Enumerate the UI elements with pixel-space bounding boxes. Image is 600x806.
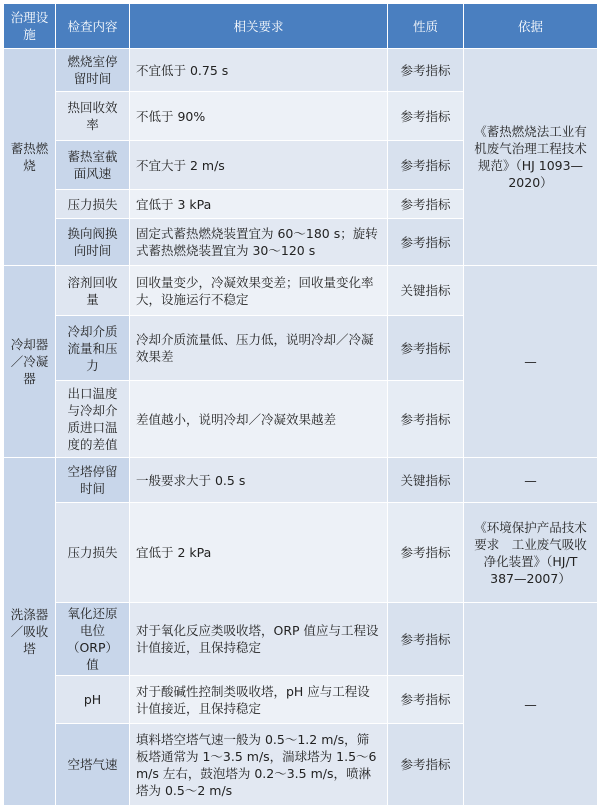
item-cell: pH xyxy=(56,676,130,724)
header-device: 治理设施 xyxy=(4,4,56,49)
header-row xyxy=(4,4,598,49)
header-basis: 依据 xyxy=(464,4,598,49)
basis-cell-condenser: — xyxy=(464,266,598,458)
item-cell: 溶剂回收量 xyxy=(56,266,130,316)
item-cell: 压力损失 xyxy=(56,190,130,219)
basis-cell-rto: 《蓄热燃烧法工业有机废气治理工程技术规范》（HJ 1093—2020） xyxy=(464,49,598,266)
table-row xyxy=(4,603,598,676)
item-cell: 冷却介质流量和压力 xyxy=(56,316,130,381)
table-row xyxy=(4,458,598,503)
item-cell: 压力损失 xyxy=(56,503,130,603)
requirement-cell: 回收量变少，冷凝效果变差；回收量变化率大，设施运行不稳定 xyxy=(130,266,388,316)
requirement-cell: 不宜大于 2 m/s xyxy=(130,141,388,190)
table-row xyxy=(4,49,598,92)
device-cell-condenser: 冷却器／冷凝器 xyxy=(4,266,56,458)
inspection-table xyxy=(3,3,598,806)
requirement-cell: 填料塔空塔气速一般为 0.5～1.2 m/s，筛板塔通常为 1～3.5 m/s，湍球塔为 1.5～6 m/s 左右，鼓泡塔为 0.2～3.5 m/s，喷淋塔为 0.5～2 m/s xyxy=(130,724,388,806)
device-cell-scrubber: 洗涤器／吸收塔 xyxy=(4,458,56,806)
requirement-cell: 冷却介质流量低、压力低，说明冷却／冷凝效果差 xyxy=(130,316,388,381)
requirement-cell: 宜低于 3 kPa xyxy=(130,190,388,219)
item-cell: 空塔气速 xyxy=(56,724,130,806)
nature-cell: 关键指标 xyxy=(388,266,464,316)
nature-cell: 参考指标 xyxy=(388,92,464,141)
basis-cell: — xyxy=(464,458,598,503)
requirement-cell: 不宜低于 0.75 s xyxy=(130,49,388,92)
requirement-cell: 对于氧化反应类吸收塔，ORP 值应与工程设计值接近，且保持稳定 xyxy=(130,603,388,676)
item-cell: 燃烧室停留时间 xyxy=(56,49,130,92)
basis-cell: — xyxy=(464,603,598,806)
nature-cell: 参考指标 xyxy=(388,190,464,219)
requirement-cell: 宜低于 2 kPa xyxy=(130,503,388,603)
item-cell: 空塔停留时间 xyxy=(56,458,130,503)
item-cell: 出口温度与冷却介质进口温度的差值 xyxy=(56,381,130,458)
nature-cell: 参考指标 xyxy=(388,316,464,381)
table-row xyxy=(4,266,598,316)
header-nature: 性质 xyxy=(388,4,464,49)
item-cell: 换向阀换向时间 xyxy=(56,219,130,266)
requirement-cell: 不低于 90% xyxy=(130,92,388,141)
nature-cell: 参考指标 xyxy=(388,381,464,458)
nature-cell: 参考指标 xyxy=(388,141,464,190)
nature-cell: 参考指标 xyxy=(388,603,464,676)
nature-cell: 关键指标 xyxy=(388,458,464,503)
header-item: 检查内容 xyxy=(56,4,130,49)
header-requirement: 相关要求 xyxy=(130,4,388,49)
nature-cell: 参考指标 xyxy=(388,503,464,603)
nature-cell: 参考指标 xyxy=(388,724,464,806)
nature-cell: 参考指标 xyxy=(388,49,464,92)
requirement-cell: 对于酸碱性控制类吸收塔，pH 应与工程设计值接近，且保持稳定 xyxy=(130,676,388,724)
basis-cell: 《环境保护产品技术要求 工业废气吸收净化装置》（HJ/T 387—2007） xyxy=(464,503,598,603)
table-row xyxy=(4,503,598,603)
item-cell: 热回收效率 xyxy=(56,92,130,141)
nature-cell: 参考指标 xyxy=(388,219,464,266)
requirement-cell: 一般要求大于 0.5 s xyxy=(130,458,388,503)
requirement-cell: 差值越小，说明冷却／冷凝效果越差 xyxy=(130,381,388,458)
item-cell: 蓄热室截面风速 xyxy=(56,141,130,190)
device-cell-rto: 蓄热燃烧 xyxy=(4,49,56,266)
item-cell: 氧化还原电位（ORP）值 xyxy=(56,603,130,676)
nature-cell: 参考指标 xyxy=(388,676,464,724)
requirement-cell: 固定式蓄热燃烧装置宜为 60～180 s；旋转式蓄热燃烧装置宜为 30～120 s xyxy=(130,219,388,266)
